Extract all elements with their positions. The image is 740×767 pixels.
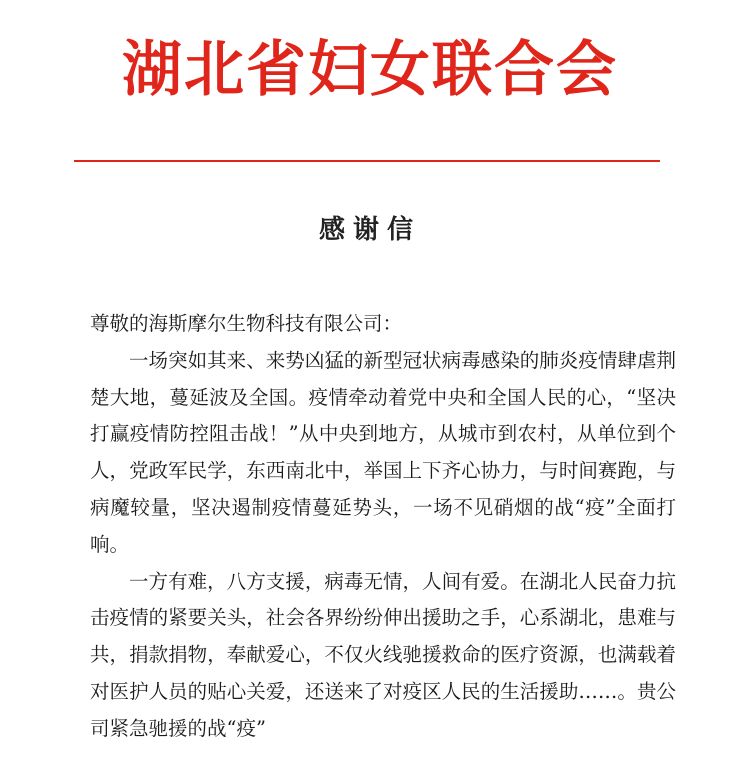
letter-salutation: 尊敬的海斯摩尔生物科技有限公司： — [90, 312, 403, 335]
letter-title: 感谢信 — [318, 215, 421, 245]
letterhead-divider — [74, 160, 660, 162]
letter-body — [90, 306, 676, 748]
letter-paragraph: 一场突如其来、来势凶猛的新型冠状病毒感染的肺炎疫情肆虐荆楚大地，蔓延波及全国。疫情牵动着党中央和全国人民的心，“坚决打赢疫情防控阻击战！”从中央到地方，从城市到农村，从单位到个人，党政军民学，东西南北中，举国上下齐心协力，与时间赛跑，与病魔较量，坚决遏制疫情蔓延势头，一场不见硝烟的战“疫”全面打响。 — [90, 348, 676, 556]
letterhead-organization-name: 湖北省妇女联合会 — [122, 35, 618, 105]
letter-paragraph: 一方有难，八方支援，病毒无情，人间有爱。在湖北人民奋力抗击疫情的紧要关头，社会各界纷纷伸出援助之手，心系湖北，患难与共，捐款捐物，奉献爱心，不仅火线驰援救命的医疗资源，也满载着对医护人员的贴心关爱，还送来了对疫区人民的生活援助……。贵公司紧急驰援的战“疫” — [90, 569, 676, 740]
